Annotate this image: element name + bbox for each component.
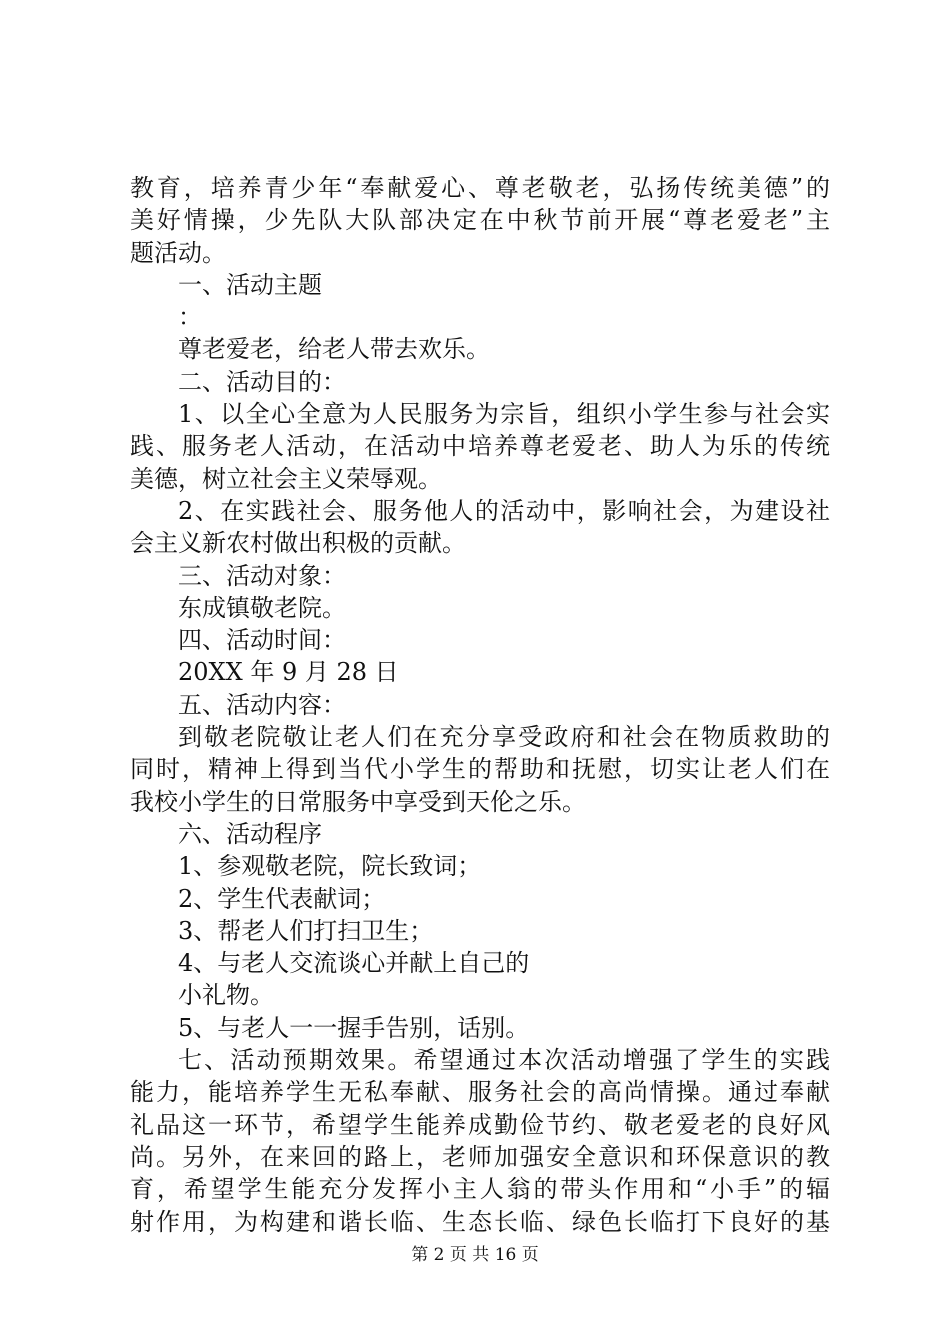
text-line: 一、活动主题 — [178, 270, 322, 299]
text-line: 20XX 年 9 月 28 日 — [178, 658, 399, 687]
text-line: 我校小学生的日常服务中享受到天伦之乐。 — [130, 787, 586, 816]
text-line: 能力，能培养学生无私奉献、服务社会的高尚情操。通过奉献 — [130, 1078, 830, 1107]
text-line: 5、与老人一一握手告别，话别。 — [178, 1013, 530, 1042]
text-line: 3、帮老人们打扫卫生； — [178, 916, 434, 945]
text-line: 2、在实践社会、服务他人的活动中，影响社会，为建设社 — [178, 496, 830, 525]
text-line: 射作用，为构建和谐长临、生态长临、绿色长临打下良好的基 — [130, 1207, 830, 1236]
text-line: 五、活动内容： — [178, 690, 346, 719]
text-line: 尊老爱老，给老人带去欢乐。 — [178, 335, 490, 364]
text-line: 美德，树立社会主义荣辱观。 — [130, 464, 442, 493]
text-line: 2、学生代表献词； — [178, 884, 386, 913]
text-line: 4、与老人交流谈心并献上自己的 — [178, 949, 530, 978]
text-line: 尚。另外，在来回的路上，老师加强安全意识和环保意识的教 — [130, 1142, 830, 1171]
text-line: 二、活动目的： — [178, 367, 346, 396]
page-footer: 第 2 页 共 16 页 — [411, 1245, 539, 1265]
text-line: 美好情操，少先队大队部决定在中秋节前开展“尊老爱老”主 — [130, 206, 830, 235]
text-line: 礼品这一环节，希望学生能养成勤俭节约、敬老爱老的良好风 — [130, 1110, 830, 1139]
text-line: 教育，培养青少年“奉献爱心、尊老敬老，弘扬传统美德”的 — [130, 174, 830, 202]
text-line: 六、活动程序 — [178, 819, 322, 848]
text-line: 同时，精神上得到当代小学生的帮助和抚慰，切实让老人们在 — [130, 755, 830, 784]
text-line: 四、活动时间： — [178, 626, 346, 655]
text-line: 育，希望学生能充分发挥小主人翁的带头作用和“小手”的辐 — [130, 1175, 830, 1204]
text-line: 会主义新农村做出积极的贡献。 — [130, 529, 466, 558]
document-body — [130, 172, 830, 1238]
text-line: 题活动。 — [130, 238, 226, 267]
text-line: 到敬老院敬让老人们在充分享受政府和社会在物质救助的 — [178, 723, 830, 752]
text-line: 1、参观敬老院，院长致词； — [178, 852, 482, 881]
text-line: ： — [178, 303, 202, 332]
text-line: 小礼物。 — [178, 981, 274, 1010]
text-line: 三、活动对象： — [178, 561, 346, 590]
text-line: 践、服务老人活动，在活动中培养尊老爱老、助人为乐的传统 — [130, 432, 830, 461]
text-line: 东成镇敬老院。 — [178, 593, 346, 622]
text-line: 1、以全心全意为人民服务为宗旨，组织小学生参与社会实 — [178, 400, 830, 429]
text-line: 七、活动预期效果。希望通过本次活动增强了学生的实践 — [178, 1046, 830, 1075]
